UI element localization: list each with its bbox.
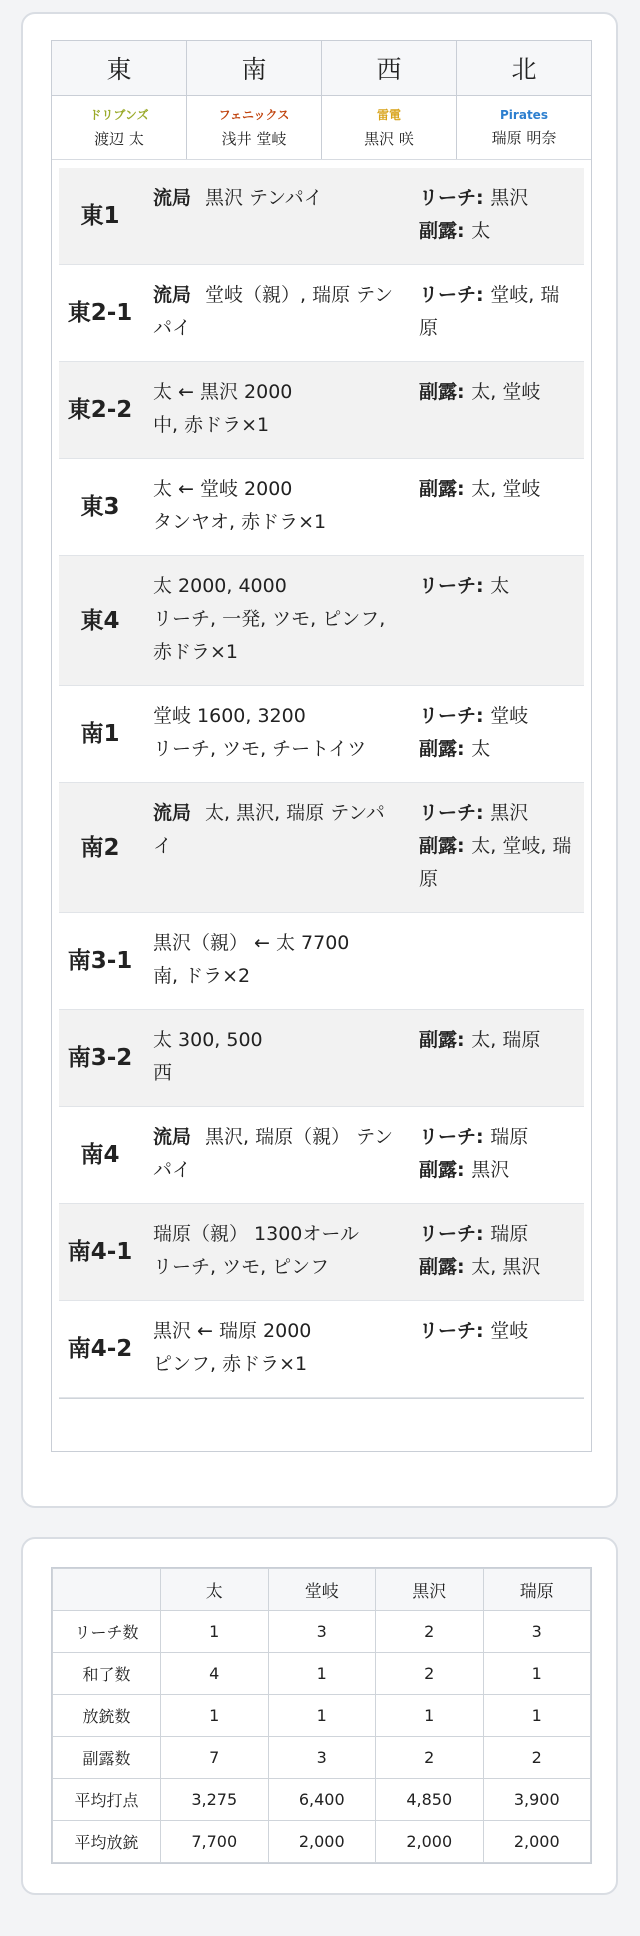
- round-result-line: [153, 1024, 403, 1057]
- round-name: 東3: [80, 494, 120, 520]
- action-value: 太, 堂岐: [471, 478, 541, 500]
- round-result-line: [153, 1218, 403, 1251]
- round-results-card: [21, 12, 618, 1508]
- round-result-text: 瑞原（親） 1300オール: [153, 1223, 360, 1245]
- stats-cell: 1: [483, 1695, 591, 1737]
- team-name: フェニックス: [218, 108, 290, 122]
- stats-cell: 3,275: [161, 1779, 269, 1821]
- round-action-line: [419, 376, 574, 409]
- action-value: 堂岐, 瑞原: [419, 284, 560, 339]
- round-action-line: [419, 797, 574, 830]
- round-list: [59, 168, 584, 1399]
- action-value: 太: [471, 220, 491, 242]
- stats-row-label: 放銃数: [53, 1695, 161, 1737]
- action-colon: :: [476, 1223, 491, 1245]
- stats-header-row: [53, 1569, 591, 1611]
- round-action-line: [419, 1315, 574, 1348]
- round-result-line: [153, 473, 403, 506]
- round-result-line: [153, 797, 403, 863]
- stats-row: [53, 1611, 591, 1653]
- stats-cell: 3,900: [483, 1779, 591, 1821]
- stats-row: [53, 1779, 591, 1821]
- round-result-line: [153, 960, 403, 993]
- round-actions: [413, 362, 584, 458]
- round-result-text: 太 ← 堂岐 2000: [153, 478, 293, 500]
- round-row: [59, 1301, 584, 1398]
- stats-cell: 7: [161, 1737, 269, 1779]
- round-action-line: [419, 1154, 574, 1187]
- action-colon: :: [457, 835, 472, 857]
- round-result: [141, 168, 413, 264]
- round-action-line: [419, 473, 574, 506]
- stats-cell: 2,000: [376, 1821, 484, 1863]
- action-colon: :: [476, 284, 491, 306]
- player-stats-table: [52, 1568, 591, 1863]
- action-label: リーチ: [419, 705, 477, 727]
- action-label: 副露: [419, 1159, 458, 1181]
- round-result-text: 南, ドラ×2: [153, 965, 251, 987]
- action-value: 黒沢: [471, 1159, 510, 1181]
- action-value: 太: [471, 738, 491, 760]
- round-result: [141, 459, 413, 555]
- stats-cell: 1: [268, 1695, 376, 1737]
- round-action-line: [419, 830, 574, 896]
- round-result-line: [153, 182, 403, 215]
- round-result: [141, 1107, 413, 1203]
- stats-cell: 6,400: [268, 1779, 376, 1821]
- action-label: リーチ: [419, 187, 477, 209]
- stats-cell: 2: [483, 1737, 591, 1779]
- stats-cell: 2: [376, 1611, 484, 1653]
- action-label: リーチ: [419, 1320, 477, 1342]
- stats-cell: 4,850: [376, 1779, 484, 1821]
- stats-row-label: 和了数: [53, 1653, 161, 1695]
- seat-east: 東: [52, 41, 187, 95]
- round-result-text: リーチ, ツモ, チートイツ: [153, 738, 367, 760]
- action-colon: :: [476, 1320, 491, 1342]
- round-result: [141, 1010, 413, 1106]
- round-name: 東1: [80, 203, 120, 229]
- round-result-line: [153, 376, 403, 409]
- stats-cell: 2: [376, 1737, 484, 1779]
- action-label: 副露: [419, 738, 458, 760]
- round-result: [141, 1204, 413, 1300]
- round-result-text: 西: [153, 1062, 173, 1084]
- round-result-line: [153, 1057, 403, 1090]
- action-label: 副露: [419, 478, 458, 500]
- round-name: 東4: [80, 607, 120, 634]
- round-result-line: [153, 1251, 403, 1284]
- round-name: 南4: [80, 1142, 120, 1168]
- action-colon: :: [457, 478, 472, 500]
- player-cell-south: [187, 96, 322, 159]
- player-cell-north: [457, 96, 591, 159]
- stats-column-header: 太: [161, 1569, 269, 1611]
- round-row: [59, 362, 584, 459]
- round-name: 南2: [80, 834, 120, 861]
- action-colon: :: [457, 738, 472, 760]
- seat-west: 西: [322, 41, 457, 95]
- round-actions: [413, 1204, 584, 1300]
- round-actions: [413, 783, 584, 912]
- round-actions: [413, 556, 584, 685]
- round-actions: [413, 168, 584, 264]
- round-action-line: [419, 700, 574, 733]
- round-result-line: [153, 506, 403, 539]
- round-result-line: [153, 570, 403, 603]
- round-result-text: 黒沢 テンパイ: [205, 187, 323, 209]
- stats-cell: 3: [483, 1611, 591, 1653]
- round-result-line: [153, 700, 403, 733]
- round-name: 南1: [80, 721, 120, 747]
- round-action-line: [419, 1251, 574, 1284]
- round-row: [59, 265, 584, 362]
- round-result-line: [153, 409, 403, 442]
- round-actions: [413, 686, 584, 782]
- round-result: [141, 265, 413, 361]
- round-action-line: [419, 1024, 574, 1057]
- action-label: リーチ: [419, 575, 477, 597]
- round-result-text: 中, 赤ドラ×1: [153, 414, 270, 436]
- action-label: リーチ: [419, 1223, 477, 1245]
- round-result-text: 堂岐（親）, 瑞原 テンパイ: [153, 284, 394, 339]
- stats-cell: 1: [483, 1653, 591, 1695]
- action-value: 堂岐: [490, 1320, 529, 1342]
- action-label: リーチ: [419, 284, 477, 306]
- round-actions: [413, 459, 584, 555]
- draw-tag: 流局: [153, 1126, 192, 1148]
- round-result: [141, 556, 413, 685]
- stats-cell: 1: [376, 1695, 484, 1737]
- round-result-line: [153, 279, 403, 345]
- action-colon: :: [457, 1029, 472, 1051]
- action-value: 黒沢: [490, 187, 529, 209]
- stats-row-label: 平均放銃: [53, 1821, 161, 1863]
- action-colon: :: [457, 220, 472, 242]
- round-result-line: [153, 733, 403, 766]
- player-cell-west: [322, 96, 457, 159]
- action-value: 瑞原: [490, 1223, 529, 1245]
- round-result: [141, 783, 413, 912]
- player-cell-east: [52, 96, 187, 159]
- round-name: 東2-2: [67, 397, 133, 423]
- round-actions: [413, 913, 584, 1009]
- round-row: [59, 459, 584, 556]
- round-name: 南4-1: [67, 1239, 133, 1265]
- player-header-row: [52, 96, 591, 160]
- action-label: リーチ: [419, 802, 477, 824]
- stats-cell: 1: [268, 1653, 376, 1695]
- player-name: 浅井 堂岐: [221, 130, 287, 148]
- round-result-line: [153, 1121, 403, 1187]
- action-colon: :: [476, 1126, 491, 1148]
- stats-cell: 1: [161, 1611, 269, 1653]
- stats-column-header: 瑞原: [483, 1569, 591, 1611]
- round-actions: [413, 1107, 584, 1203]
- action-value: 太, 堂岐: [471, 381, 541, 403]
- round-row: [59, 1204, 584, 1301]
- action-value: 堂岐: [490, 705, 529, 727]
- stats-cell: 2: [376, 1653, 484, 1695]
- action-label: リーチ: [419, 1126, 477, 1148]
- action-value: 太, 瑞原: [471, 1029, 541, 1051]
- round-action-line: [419, 1121, 574, 1154]
- player-stats-frame: [51, 1567, 592, 1864]
- player-stats-card: [21, 1537, 618, 1895]
- stats-row: [53, 1821, 591, 1863]
- round-action-line: [419, 733, 574, 766]
- round-action-line: [419, 1218, 574, 1251]
- action-colon: :: [476, 705, 491, 727]
- action-colon: :: [476, 802, 491, 824]
- round-result: [141, 362, 413, 458]
- round-result-text: 太 300, 500: [153, 1029, 263, 1051]
- stats-corner-cell: [53, 1569, 161, 1611]
- round-row: [59, 783, 584, 913]
- round-row: [59, 1107, 584, 1204]
- stats-cell: 1: [161, 1695, 269, 1737]
- round-row: [59, 913, 584, 1010]
- round-row: [59, 556, 584, 686]
- round-name: 南3-1: [67, 948, 133, 974]
- stats-cell: 2,000: [268, 1821, 376, 1863]
- round-result-text: 黒沢, 瑞原（親） テンパイ: [153, 1126, 394, 1181]
- round-result-text: ピンフ, 赤ドラ×1: [153, 1353, 308, 1375]
- action-value: 太: [490, 575, 510, 597]
- action-value: 黒沢: [490, 802, 529, 824]
- action-colon: :: [476, 575, 491, 597]
- round-result-line: [153, 1348, 403, 1381]
- round-action-line: [419, 570, 574, 603]
- stats-cell: 7,700: [161, 1821, 269, 1863]
- action-label: 副露: [419, 1256, 458, 1278]
- round-result-text: リーチ, ツモ, ピンフ: [153, 1256, 330, 1278]
- stats-row-label: 副露数: [53, 1737, 161, 1779]
- player-name: 瑞原 明奈: [491, 128, 557, 147]
- round-result-line: [153, 603, 403, 669]
- action-label: 副露: [419, 835, 458, 857]
- stats-column-header: 堂岐: [268, 1569, 376, 1611]
- stats-row: [53, 1737, 591, 1779]
- action-label: 副露: [419, 381, 458, 403]
- round-result-text: 太 2000, 4000: [153, 575, 287, 597]
- round-results-table: [51, 40, 592, 1452]
- action-colon: :: [457, 1159, 472, 1181]
- round-result-text: 黒沢 ← 瑞原 2000: [153, 1320, 312, 1342]
- action-colon: :: [457, 1256, 472, 1278]
- round-action-line: [419, 279, 574, 345]
- round-name: 南4-2: [67, 1336, 133, 1362]
- round-result-text: リーチ, 一発, ツモ, ピンフ, 赤ドラ×1: [153, 608, 386, 663]
- action-value: 太, 黒沢: [471, 1256, 541, 1278]
- round-result-line: [153, 927, 403, 960]
- round-result-text: 太 ← 黒沢 2000: [153, 381, 293, 403]
- action-label: 副露: [419, 220, 458, 242]
- round-actions: [413, 265, 584, 361]
- stats-row-label: リーチ数: [53, 1611, 161, 1653]
- stats-row-label: 平均打点: [53, 1779, 161, 1821]
- stats-cell: 4: [161, 1653, 269, 1695]
- stats-column-header: 黒沢: [376, 1569, 484, 1611]
- stats-cell: 3: [268, 1737, 376, 1779]
- round-result: [141, 1301, 413, 1397]
- round-result: [141, 913, 413, 1009]
- round-action-line: [419, 215, 574, 248]
- stats-cell: 2,000: [483, 1821, 591, 1863]
- round-result-text: 堂岐 1600, 3200: [153, 705, 306, 727]
- team-name: Pirates: [500, 107, 548, 122]
- round-actions: [413, 1301, 584, 1397]
- action-label: 副露: [419, 1029, 458, 1051]
- round-result: [141, 686, 413, 782]
- team-name: ドリブンズ: [89, 108, 149, 122]
- stats-row: [53, 1653, 591, 1695]
- seat-north: 北: [511, 55, 537, 84]
- team-name: 雷電: [376, 108, 401, 122]
- stats-row: [53, 1695, 591, 1737]
- draw-tag: 流局: [153, 284, 192, 306]
- player-name: 渡辺 太: [94, 130, 144, 148]
- seat-south: 南: [187, 41, 322, 95]
- player-name: 黒沢 咲: [364, 130, 414, 148]
- round-row: [59, 686, 584, 783]
- round-row: [59, 168, 584, 265]
- draw-tag: 流局: [153, 802, 192, 824]
- action-colon: :: [476, 187, 491, 209]
- action-value: 太, 堂岐, 瑞原: [419, 835, 572, 890]
- round-result-text: タンヤオ, 赤ドラ×1: [153, 511, 327, 533]
- seat-header-row: [52, 41, 591, 96]
- draw-tag: 流局: [153, 187, 192, 209]
- round-result-text: 黒沢（親） ← 太 7700: [153, 932, 350, 954]
- round-result-line: [153, 1315, 403, 1348]
- round-row: [59, 1010, 584, 1107]
- action-colon: :: [457, 381, 472, 403]
- round-result-text: 太, 黒沢, 瑞原 テンパイ: [153, 802, 385, 857]
- round-name: 南3-2: [67, 1045, 133, 1071]
- action-value: 瑞原: [490, 1126, 529, 1148]
- round-name: 東2-1: [67, 300, 133, 326]
- round-action-line: [419, 182, 574, 215]
- stats-cell: 3: [268, 1611, 376, 1653]
- round-actions: [413, 1010, 584, 1106]
